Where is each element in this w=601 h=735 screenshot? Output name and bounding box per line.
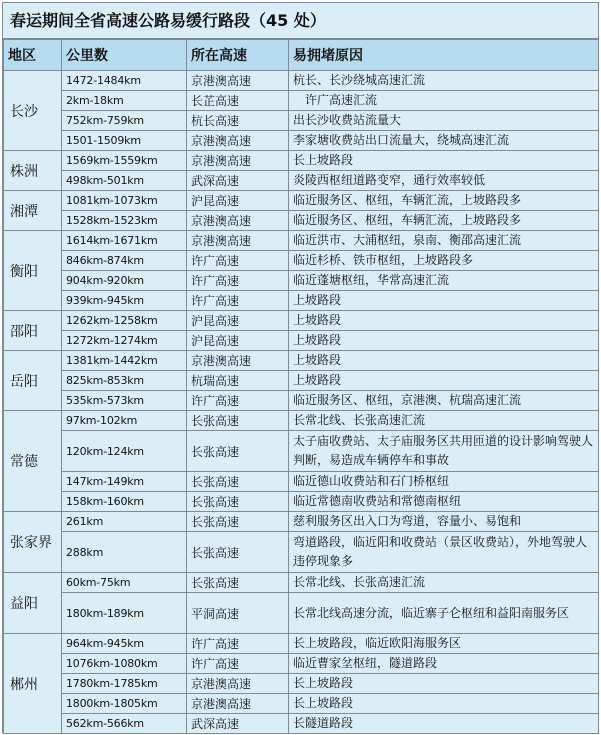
highway-cell: 沪昆高速	[187, 191, 289, 211]
highway-cell: 长张高速	[187, 431, 289, 472]
reason-cell: 临近德山收费站和石门桥枢纽	[289, 472, 599, 492]
km-cell: 535km-573km	[62, 391, 187, 411]
highway-cell: 许广高速	[187, 291, 289, 311]
table-row	[4, 171, 599, 191]
table-row	[4, 311, 599, 331]
table-row	[4, 231, 599, 251]
highway-cell: 沪昆高速	[187, 311, 289, 331]
table-row	[4, 593, 599, 634]
highway-cell: 武深高速	[187, 714, 289, 734]
reason-cell: 长上坡路段，临近欧阳海服务区	[289, 634, 599, 654]
reason-cell: 上坡路段	[289, 331, 599, 351]
table-row	[4, 211, 599, 231]
km-cell: 1076km-1080km	[62, 654, 187, 674]
table-row	[4, 532, 599, 573]
highway-cell: 长张高速	[187, 512, 289, 532]
region-cell: 衡阳	[4, 231, 62, 311]
km-cell: 1081km-1073km	[62, 191, 187, 211]
table-title: 春运期间全省高速公路易缓行路段（45 处）	[3, 3, 598, 39]
region-cell: 益阳	[4, 573, 62, 634]
reason-cell: 临近服务区、枢纽，车辆汇流，上坡路段多	[289, 191, 599, 211]
highway-cell: 长芷高速	[187, 91, 289, 111]
highway-cell: 京港澳高速	[187, 231, 289, 251]
highway-cell: 京港澳高速	[187, 151, 289, 171]
km-cell: 1528km-1523km	[62, 211, 187, 231]
km-cell: 158km-160km	[62, 492, 187, 512]
reason-cell: 长上坡路段	[289, 694, 599, 714]
table-row	[4, 91, 599, 111]
highway-cell: 许广高速	[187, 654, 289, 674]
km-cell: 562km-566km	[62, 714, 187, 734]
highway-cell: 长张高速	[187, 532, 289, 573]
table-row	[4, 674, 599, 694]
table-row	[4, 71, 599, 91]
table-row	[4, 111, 599, 131]
highway-cell: 京港澳高速	[187, 674, 289, 694]
km-cell: 752km-759km	[62, 111, 187, 131]
table-row	[4, 331, 599, 351]
km-cell: 846km-874km	[62, 251, 187, 271]
reason-cell: 临近洪市、大浦枢纽，泉南、衡邵高速汇流	[289, 231, 599, 251]
region-cell: 长沙	[4, 71, 62, 151]
table-row	[4, 291, 599, 311]
table-row	[4, 271, 599, 291]
table-row	[4, 351, 599, 371]
highway-cell: 杭长高速	[187, 111, 289, 131]
reason-cell: 长常北线高速分流，临近寨子仑枢纽和益阳南服务区	[289, 593, 599, 634]
km-cell: 180km-189km	[62, 593, 187, 634]
km-cell: 498km-501km	[62, 171, 187, 191]
reason-cell: 临近蓬塘枢纽，华常高速汇流	[289, 271, 599, 291]
km-cell: 1800km-1805km	[62, 694, 187, 714]
km-cell: 1569km-1559km	[62, 151, 187, 171]
highway-cell: 杭瑞高速	[187, 371, 289, 391]
reason-cell: 杭长、长沙绕城高速汇流	[289, 71, 599, 91]
reason-cell: 慈利服务区出入口为弯道，容量小、易饱和	[289, 512, 599, 532]
table-row	[4, 573, 599, 593]
reason-cell: 出长沙收费站流量大	[289, 111, 599, 131]
table-row	[4, 391, 599, 411]
region-cell: 郴州	[4, 634, 62, 734]
table-body	[4, 71, 599, 734]
table-row	[4, 492, 599, 512]
reason-cell: 上坡路段	[289, 291, 599, 311]
highway-cell: 京港澳高速	[187, 694, 289, 714]
header-km: 公里数	[62, 40, 187, 71]
table-row	[4, 151, 599, 171]
reason-cell: 临近服务区、枢纽，京港澳、杭瑞高速汇流	[289, 391, 599, 411]
reason-cell: 上坡路段	[289, 351, 599, 371]
km-cell: 1501-1509km	[62, 131, 187, 151]
highway-cell: 京港澳高速	[187, 131, 289, 151]
table-row	[4, 431, 599, 472]
highway-cell: 许广高速	[187, 634, 289, 654]
reason-cell: 上坡路段	[289, 371, 599, 391]
reason-cell: 炎陵西枢纽道路变窄，通行效率较低	[289, 171, 599, 191]
reason-cell: 临近常德南收费站和常德南枢纽	[289, 492, 599, 512]
km-cell: 1272km-1274km	[62, 331, 187, 351]
region-cell: 湘潭	[4, 191, 62, 231]
highway-cell: 许广高速	[187, 391, 289, 411]
table-row	[4, 191, 599, 211]
km-cell: 120km-124km	[62, 431, 187, 472]
table-row	[4, 714, 599, 734]
highway-cell: 长张高速	[187, 411, 289, 431]
km-cell: 60km-75km	[62, 573, 187, 593]
region-cell: 常德	[4, 411, 62, 512]
reason-cell: 长常北线、长张高速汇流	[289, 411, 599, 431]
highway-cell: 长张高速	[187, 573, 289, 593]
highway-cell: 京港澳高速	[187, 211, 289, 231]
region-cell: 张家界	[4, 512, 62, 573]
km-cell: 288km	[62, 532, 187, 573]
highway-cell: 许广高速	[187, 271, 289, 291]
header-row	[4, 40, 599, 71]
header-region: 地区	[4, 40, 62, 71]
region-cell: 邵阳	[4, 311, 62, 351]
table-row	[4, 694, 599, 714]
km-cell: 1381km-1442km	[62, 351, 187, 371]
table-row	[4, 251, 599, 271]
highway-cell: 武深高速	[187, 171, 289, 191]
km-cell: 939km-945km	[62, 291, 187, 311]
highway-cell: 许广高速	[187, 251, 289, 271]
highway-cell: 长张高速	[187, 472, 289, 492]
congestion-table	[3, 39, 599, 734]
reason-cell: 长常北线、长张高速汇流	[289, 573, 599, 593]
table-row	[4, 371, 599, 391]
reason-cell: 太子庙收费站、太子庙服务区共用匝道的设计影响驾驶人判断，易造成车辆停车和事故	[289, 431, 599, 472]
reason-cell: 长隧道路段	[289, 714, 599, 734]
km-cell: 825km-853km	[62, 371, 187, 391]
km-cell: 904km-920km	[62, 271, 187, 291]
table-row	[4, 131, 599, 151]
region-cell: 株洲	[4, 151, 62, 191]
reason-cell: 长上坡路段	[289, 151, 599, 171]
reason-cell: 许广高速汇流	[289, 91, 599, 111]
highway-cell: 京港澳高速	[187, 71, 289, 91]
table-row	[4, 512, 599, 532]
header-highway: 所在高速	[187, 40, 289, 71]
highway-cell: 长张高速	[187, 492, 289, 512]
reason-cell: 临近服务区、枢纽，车辆汇流，上坡路段多	[289, 211, 599, 231]
reason-cell: 长上坡路段	[289, 674, 599, 694]
region-cell: 岳阳	[4, 351, 62, 411]
km-cell: 1262km-1258km	[62, 311, 187, 331]
reason-cell: 李家塘收费站出口流量大，绕城高速汇流	[289, 131, 599, 151]
table-row	[4, 654, 599, 674]
km-cell: 97km-102km	[62, 411, 187, 431]
reason-cell: 临近杉桥、铁市枢纽，上坡路段多	[289, 251, 599, 271]
km-cell: 1614km-1671km	[62, 231, 187, 251]
km-cell: 1780km-1785km	[62, 674, 187, 694]
km-cell: 1472-1484km	[62, 71, 187, 91]
traffic-table-sheet	[2, 2, 599, 733]
reason-cell: 上坡路段	[289, 311, 599, 331]
km-cell: 147km-149km	[62, 472, 187, 492]
table-row	[4, 411, 599, 431]
table-row	[4, 634, 599, 654]
reason-cell: 临近曹家坌枢纽，隧道路段	[289, 654, 599, 674]
highway-cell: 京港澳高速	[187, 351, 289, 371]
header-reason: 易拥堵原因	[289, 40, 599, 71]
km-cell: 964km-945km	[62, 634, 187, 654]
km-cell: 261km	[62, 512, 187, 532]
table-row	[4, 472, 599, 492]
highway-cell: 平洞高速	[187, 593, 289, 634]
km-cell: 2km-18km	[62, 91, 187, 111]
reason-cell: 弯道路段，临近阳和收费站（景区收费站），外地驾驶人违停现象多	[289, 532, 599, 573]
highway-cell: 沪昆高速	[187, 331, 289, 351]
